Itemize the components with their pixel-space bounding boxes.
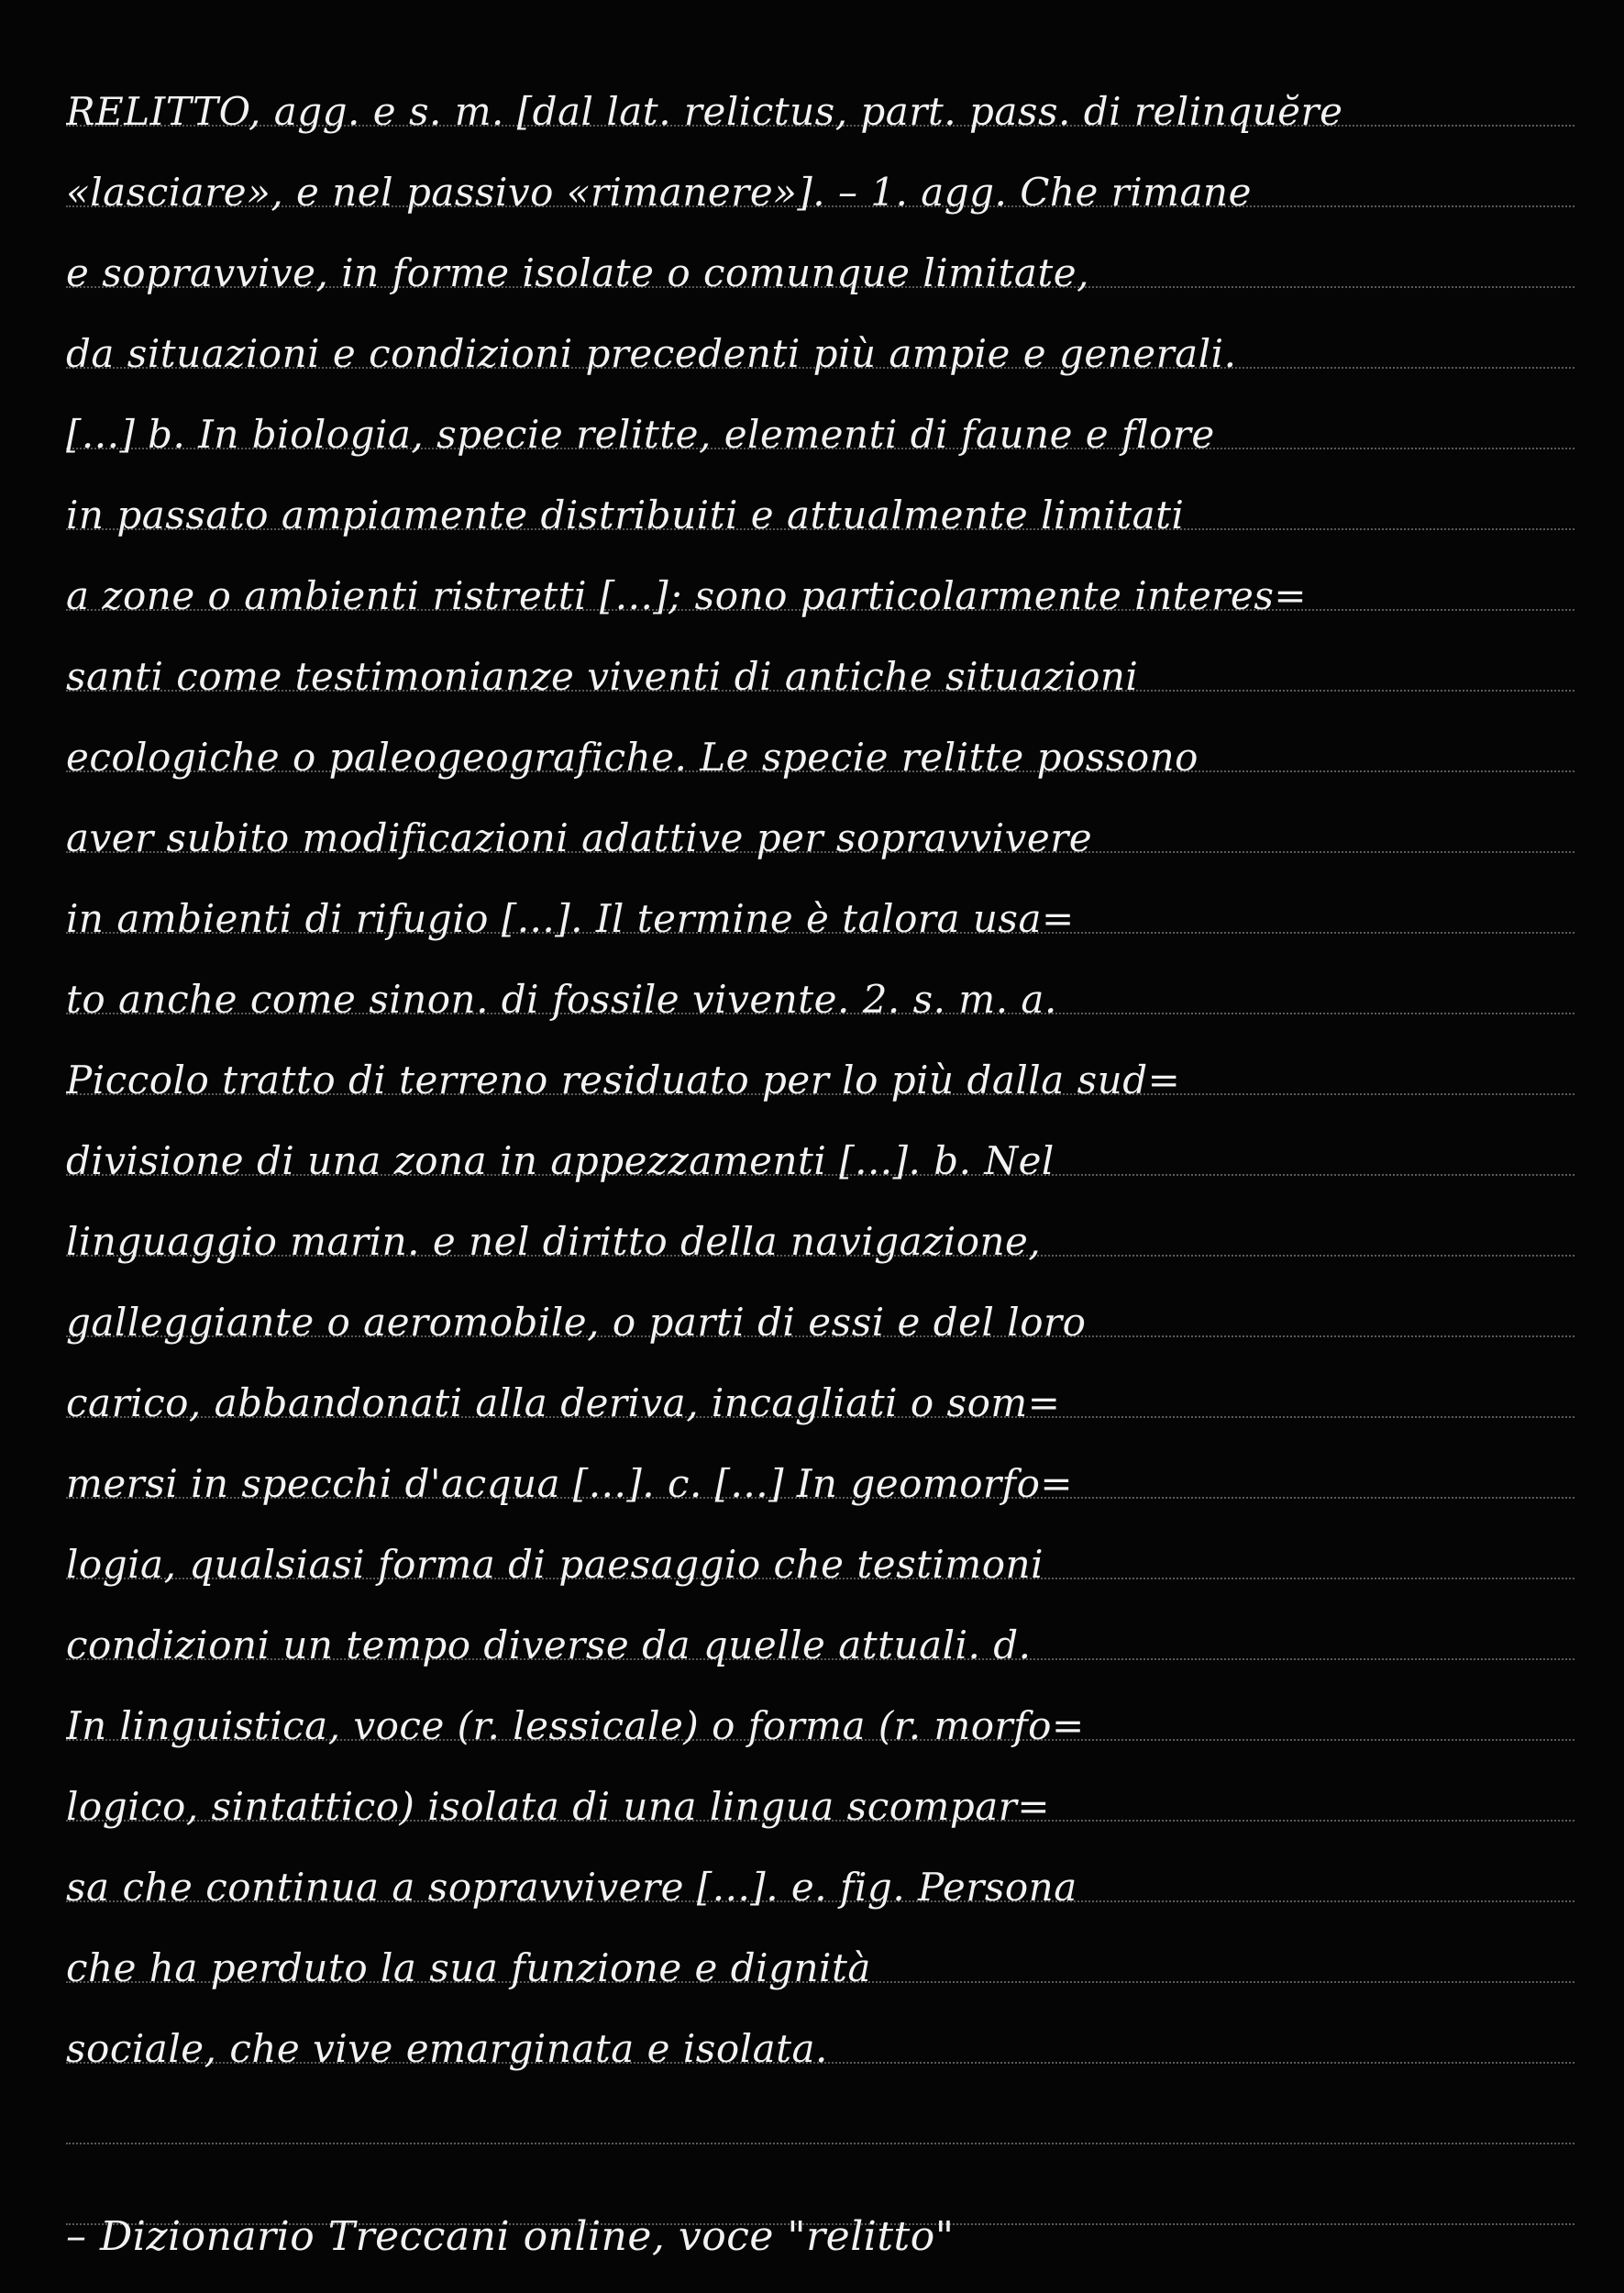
text-line-16: galleggiante o aeromobile, o parti di essi e del loro: [66, 1300, 1087, 1345]
text-line-23: sa che continua a sopravvivere [...]. e. fig. Persona: [66, 1865, 1077, 1910]
text-line-6: in passato ampiamente distribuiti e attualmente limitati: [66, 493, 1185, 537]
text-line-21: In linguistica, voce (r. lessicale) o forma (r. morfo=: [66, 1703, 1085, 1748]
text-line-22: logico, sintattico) isolata di una lingua scompar=: [66, 1784, 1051, 1829]
text-line-14: divisione di una zona in appezzamenti [...]. b. Nel: [66, 1138, 1055, 1183]
text-line-12: to anche come sinon. di fossile vivente. 2. s. m. a.: [66, 977, 1057, 1022]
text-line-5: [...] b. In biologia, specie relitte, elementi di faune e flore: [66, 412, 1215, 457]
text-line-2: «lasciare», e nel passivo «rimanere»]. – 1. agg. Che rimane: [66, 170, 1252, 215]
text-line-1: RELITTO, agg. e s. m. [dal lat. relictus, part. pass. di relinquĕre: [66, 89, 1343, 134]
source-citation: – Dizionario Treccani online, voce "relitto": [66, 2213, 955, 2260]
text-line-11: in ambienti di rifugio [...]. Il termine è talora usa=: [66, 896, 1075, 941]
text-line-4: da situazioni e condizioni precedenti più ampie e generali.: [66, 331, 1237, 376]
text-line-24: che ha perduto la sua funzione e dignità: [66, 1945, 871, 1990]
text-line-10: aver subito modificazioni adattive per sopravvivere: [66, 815, 1093, 860]
text-line-17: carico, abbandonati alla deriva, incagliati o som=: [66, 1380, 1061, 1425]
ruled-line: [66, 2143, 1574, 2144]
text-line-9: ecologiche o paleogeografiche. Le specie relitte possono: [66, 735, 1199, 780]
text-line-3: e sopravvive, in forme isolate o comunque limitate,: [66, 250, 1089, 295]
dictionary-entry-text: [66, 72, 1588, 2089]
text-line-19: logia, qualsiasi forma di paesaggio che testimoni: [66, 1542, 1044, 1587]
text-line-18: mersi in specchi d'acqua [...]. c. [...] In geomorfo=: [66, 1461, 1074, 1506]
text-line-7: a zone o ambienti ristretti [...]; sono particolarmente interes=: [66, 573, 1308, 618]
text-line-8: santi come testimonianze viventi di antiche situazioni: [66, 654, 1139, 699]
text-line-15: linguaggio marin. e nel diritto della navigazione,: [66, 1219, 1042, 1264]
text-line-25: sociale, che vive emarginata e isolata.: [66, 2026, 828, 2071]
text-line-13: Piccolo tratto di terreno residuato per lo più dalla sud=: [66, 1058, 1181, 1102]
text-line-20: condizioni un tempo diverse da quelle attuali. d.: [66, 1623, 1032, 1667]
